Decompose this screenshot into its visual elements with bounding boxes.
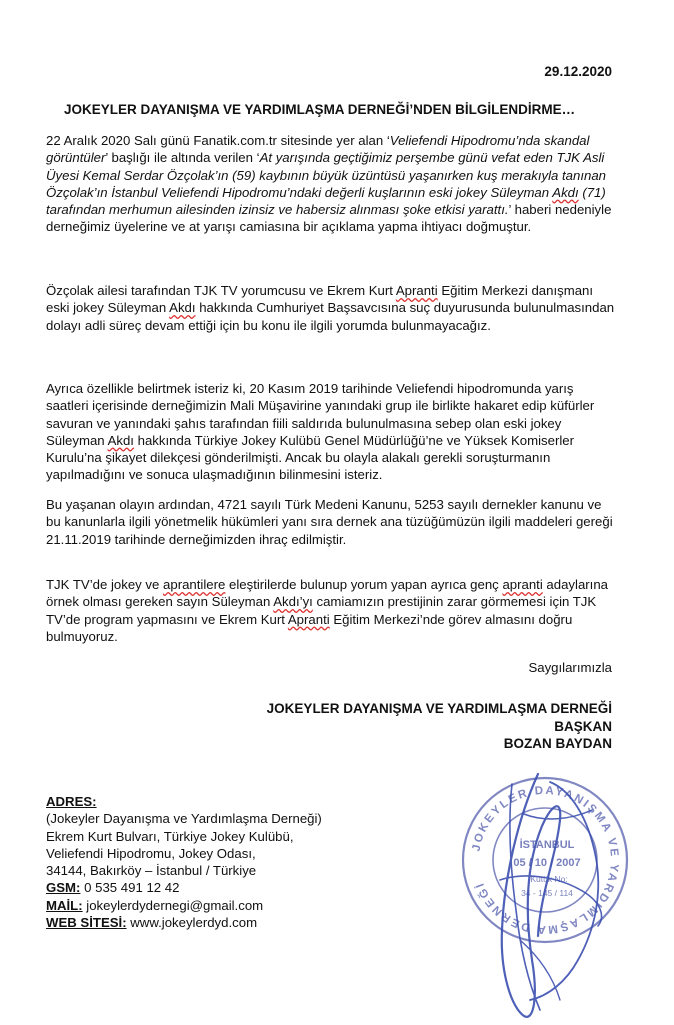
signature-block [267,700,612,753]
paragraph-4: Bu yaşanan olayın ardından, 4721 sayılı Türk Medeni Kanunu, 5253 sayılı dernekler kanunu ve bu kanunlarla ilgili yönetmelik hükümleri yanı sıra dernek ana tüzüğümüzün ilgili maddeleri gereği 21.11.2019 tarihinde derneğimizden ihraç edilmiştir. [46,497,613,547]
p3-name: Akdı [107,432,134,448]
mail-value: jokeylerdydernegi@gmail.com [86,897,264,913]
stamp-city: İSTANBUL [519,839,575,851]
signature-name: BOZAN BAYDAN [503,736,612,751]
signature-role [267,718,612,736]
p5-apranti-2: Apranti [287,611,330,627]
address-line-2: Ekrem Kurt Bulvarı, Türkiye Jokey Kulübü, [46,828,294,844]
p2-apranti: Apranti [395,283,438,298]
p1-quote-name: Akdı [552,184,579,200]
stamp-date: 05 / 10 / 2007 [513,857,581,869]
signature-org: JOKEYLER DAYANIŞMA VE YARDIMLAŞMA DERNEĞİ [266,701,612,716]
p3-a: Ayrıca özellikle belirtmek isteriz ki, 20 Kasım 2019 tarihinde Veliefendi hipodromunda yarış saatleri içerisinde derneğimizin Mali Müşavirine yanındaki grup ile birlikte hakaret edip küfürler savuran ve yanındaki şahıs tarafından fiili saldırıda bulunulmasına sebep olan eski jokey Süleyman [46,381,595,448]
closing-salutation: Saygılarımızla [528,660,612,675]
stamp-ring-textpath: JOKEYLER DAYANIŞMA VE YARDIMLAŞMA DERNEĞİ [470,784,621,936]
address-line-4: 34144, Bakırköy – İstanbul / Türkiye [46,863,257,879]
paragraph-3 [46,380,616,484]
p2-a: Özçolak ailesi tarafından TJK TV yorumcusu ve Ekrem Kurt [46,283,396,298]
p5-c: adaylarına örnek olması gereken sayın Süleyman [46,577,609,610]
stamp-kutuk-label: Kütük No: [530,874,568,884]
p1-intro: 22 Aralık 2020 Salı günü Fanatik.com.tr sitesinde yer alan ‘ [46,133,390,148]
letter-title: JOKEYLER DAYANIŞMA VE YARDIMLAŞMA DERNEĞİ’NDEN BİLGİLENDİRME… [64,102,576,117]
p5-apranti: apranti [502,577,543,592]
web-line [46,914,322,931]
paragraph-2 [46,282,616,334]
p1-quote-b: (71) tarafından merhumun ailesinden izinsiz ve habersiz alınması şoke etkisi yarattı. [46,184,606,218]
stamp-kutuk-no: 34 - 145 / 114 [521,888,573,898]
p1-headline: Veliefendi Hipodromu’nda skandal görüntüler [46,133,590,166]
p5-aprantilere: aprantilere [163,577,226,592]
mail-line [46,897,322,914]
gsm-line [46,879,322,896]
address-block [46,793,322,931]
handwritten-signature [420,760,670,1025]
web-label: WEB SİTESİ: [46,915,127,931]
paragraph-5 [46,576,616,645]
p5-name: Akdı’yı [273,594,313,610]
address-label: ADRES: [46,794,97,809]
letter-date: 29.12.2020 [544,64,612,79]
gsm-label: GSM: [46,880,81,896]
p2-c: hakkında Cumhuriyet Başsavcısına suç duyurusunda bulunulmasından dolayı adli süreç devam ettiği için bu konu ile ilgili yorumda bulunmayacağız. [46,300,615,333]
address-line-1: (Jokeyler Dayanışma ve Yardımlaşma Derneği) [46,811,322,827]
paragraph-1 [46,132,616,236]
p5-d: camiamızın prestijinin zarar görmemesi için TJK TV’de program yapmasını ve Ekrem Kurt [46,594,597,627]
web-value: www.jokeylerdyd.com [130,915,258,931]
mail-label: MAİL: [46,897,83,913]
p5-b: eleştirilerde bulunup yorum yapan ayrıca genç [225,577,503,592]
p5-e: Eğitim Merkezi’nde görev almasını doğru bulmuyoruz. [46,611,573,644]
p2-name: Akdı [169,300,196,316]
p2-b: Eğitim Merkezi danışmanı eski jokey Süleyman [46,283,594,316]
p5-a: TJK TV’de jokey ve [46,577,164,592]
p1-end: ’ haberi nedeniyle derneğimiz üyelerine ve at yarışı camiasına bir açıklama yapma ihtiyacı doğmuştur. [46,202,612,235]
signature-role-text: BAŞKAN [554,718,612,734]
p1-quote-a: At yarışında geçtiğimiz perşembe günü vefat eden TJK Asli Üyesi Kemal Serdar Özçolak’ın (59) kaybının büyük üzüntüsü yaşanırken kuş merakıyla tanınan Özçolak’ın İstanbul Veliefendi Hipodromu’ndaki değerli kuşlarının eski jokey Süleyman [46,150,607,200]
address-line-3: Veliefendi Hipodromu, Jokey Odası, [46,845,256,861]
p1-mid: ’ başlığı ile altında verilen ‘ [105,150,260,166]
p3-b: hakkında Türkiye Jokey Kulübü Genel Müdürlüğü’ne ve Yüksek Komiserler Kurulu’na şikayet dilekçesi gönderilmişti. Ancak bu olayla alakalı gerekli soruşturmanın yapılmadığını ve sonuca ulaşmadığının bilinmesini isteriz. [46,432,575,483]
gsm-value: 0 535 491 12 42 [84,880,180,896]
